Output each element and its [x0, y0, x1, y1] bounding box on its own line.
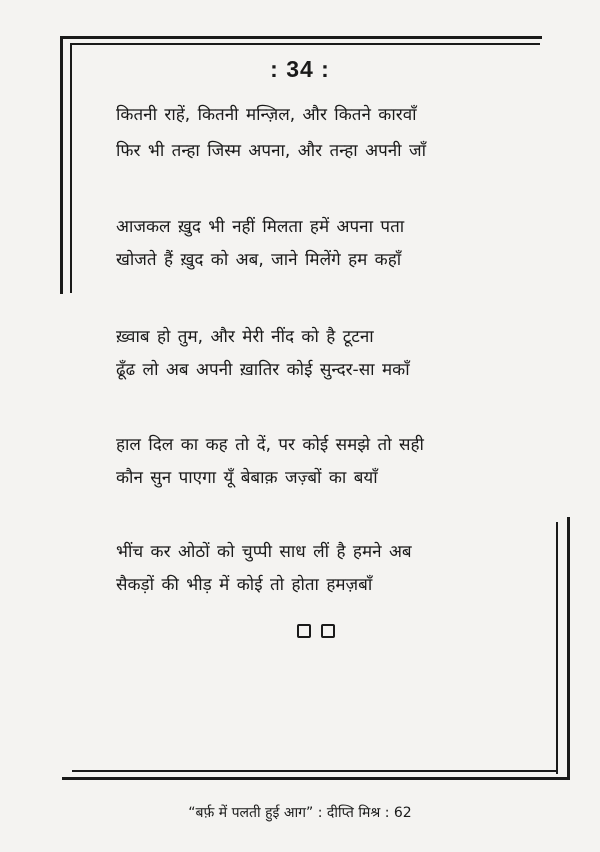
page-number: : 34 : [270, 56, 330, 82]
frame-top-inner [70, 43, 540, 45]
frame-right-outer [567, 517, 570, 779]
stanza-3-line-2: ढूँढ लो अब अपनी ख़ातिर कोई सुन्दर-सा मकाँ [116, 360, 410, 380]
stanza-3-line-1: ख़्वाब हो तुम, और मेरी नींद को है टूटना [116, 327, 374, 347]
stanza-2-line-1: आजकल ख़ुद भी नहीं मिलता हमें अपना पता [116, 217, 405, 237]
stanza-1-line-2: फिर भी तन्हा जिस्म अपना, और तन्हा अपनी जाँ [116, 141, 426, 161]
footer-citation: “बर्फ़ में पलती हुई आग” : दीप्ति मिश्र : 62 [188, 805, 412, 821]
frame-bottom-inner [72, 770, 558, 772]
frame-right-inner [556, 522, 558, 774]
stanza-5-line-1: भींच कर ओठों को चुप्पी साध लीं है हमने अब [116, 542, 412, 562]
stanza-1-line-1: कितनी राहें, कितनी मन्ज़िल, और कितने कारवाँ [116, 105, 417, 125]
frame-top-outer [60, 36, 542, 39]
end-mark-square-icon [297, 624, 311, 638]
stanza-5-line-2: सैकड़ों की भीड़ में कोई तो होता हमज़बाँ [116, 575, 373, 595]
frame-bottom-outer [62, 777, 570, 780]
stanza-4-line-1: हाल दिल का कह तो दें, पर कोई समझे तो सही [116, 435, 424, 455]
end-marks [297, 624, 335, 638]
stanza-2-line-2: खोजते हैं ख़ुद को अब, जाने मिलेंगे हम कहाँ [116, 250, 402, 270]
stanza-4-line-2: कौन सुन पाएगा यूँ बेबाक़ जज़्बों का बयाँ [116, 468, 378, 488]
end-mark-square-icon [321, 624, 335, 638]
